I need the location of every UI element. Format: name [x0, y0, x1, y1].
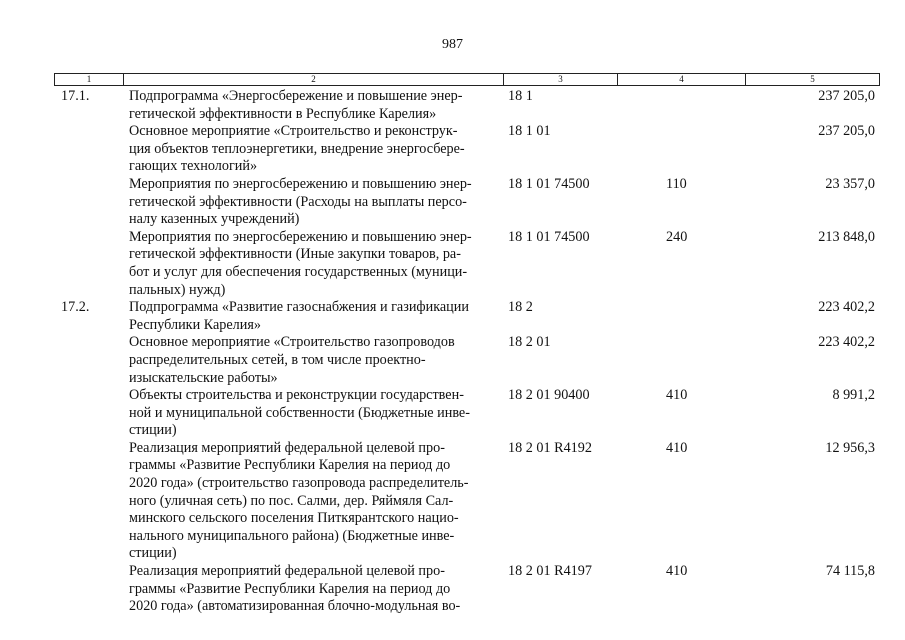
row-code: 18 2 01 90400 [508, 387, 590, 404]
header-col-1: 1 [55, 74, 124, 85]
row-description: Реализация мероприятий федеральной целевой про- граммы «Развитие Республики Карелия на период до 2020 года» (строительство газопровода распределитель- ного (уличная сеть) по пос. Салми, дер. Ряймяля Сал- минского сельского поселения Питкярантского нацио- нального муниципального района) (Бюджетные инве- стиции) [129, 439, 469, 562]
table-row [0, 563, 905, 616]
row-description: Мероприятия по энергосбережению и повышению энер- гетической эффективности (Расходы на выплаты персо- налу казенных учреждений) [129, 175, 472, 228]
table-body [0, 88, 905, 616]
row-code: 18 1 01 [508, 123, 551, 140]
row-description: Реализация мероприятий федеральной целевой про- граммы «Развитие Республики Карелия на период до 2020 года» (автоматизированная блочно-модульная во- [129, 563, 461, 615]
header-col-5: 5 [810, 74, 815, 84]
row-number: 17.1. [61, 88, 90, 104]
table-header [54, 73, 880, 86]
header-col-4: 4 [618, 74, 746, 85]
row-amount: 8 991,2 [832, 387, 875, 404]
row-description: Мероприятия по энергосбережению и повышению энер- гетической эффективности (Иные закупки товаров, ра- бот и услуг для обеспечения государственных (муници- пальных) нужд) [129, 228, 472, 298]
row-description: Объекты строительства и реконструкции государствен- ной и муниципальной собственности (Бюджетные инве- стиции) [129, 387, 470, 439]
table-row [0, 440, 905, 563]
row-expense-type: 110 [666, 175, 687, 192]
row-code: 18 2 01 R4192 [508, 439, 592, 456]
row-description: Основное мероприятие «Строительство и реконструк- ция объектов теплоэнергетики, внедрение энергосбере- гающих технологий» [129, 123, 465, 175]
header-col-3: 3 [504, 74, 618, 85]
row-amount: 237 205,0 [818, 123, 875, 140]
row-expense-type: 410 [666, 439, 688, 456]
table-row [0, 176, 905, 229]
row-code: 18 1 [508, 88, 533, 104]
row-amount: 237 205,0 [818, 88, 875, 104]
row-amount: 74 115,8 [825, 563, 875, 580]
header-col-2: 2 [124, 74, 504, 85]
row-amount: 223 402,2 [818, 334, 875, 351]
row-amount: 23 357,0 [825, 175, 875, 192]
row-description: Подпрограмма «Энергосбережение и повышение энер- гетической эффективности в Республике Карелия» [129, 88, 463, 122]
table-row [0, 387, 905, 440]
row-code: 18 2 01 [508, 334, 551, 351]
row-amount: 12 956,3 [825, 439, 875, 456]
row-amount: 223 402,2 [818, 299, 875, 316]
page-number: 987 [442, 37, 463, 52]
row-amount: 213 848,0 [818, 228, 875, 245]
table-row [0, 123, 905, 176]
row-code: 18 1 01 74500 [508, 175, 590, 192]
row-expense-type: 240 [666, 228, 688, 245]
row-expense-type: 410 [666, 563, 688, 580]
table-row [0, 88, 905, 123]
row-code: 18 2 [508, 299, 533, 316]
row-expense-type: 410 [666, 387, 688, 404]
row-description: Подпрограмма «Развитие газоснабжения и газификации Республики Карелия» [129, 299, 469, 333]
table-row [0, 334, 905, 387]
row-description: Основное мероприятие «Строительство газопроводов распределительных сетей, в том числе проектно- изыскательские работы» [129, 334, 455, 386]
table-row [0, 299, 905, 334]
row-code: 18 1 01 74500 [508, 228, 590, 245]
row-code: 18 2 01 R4197 [508, 563, 592, 580]
table-row [0, 229, 905, 299]
row-number: 17.2. [61, 299, 90, 316]
